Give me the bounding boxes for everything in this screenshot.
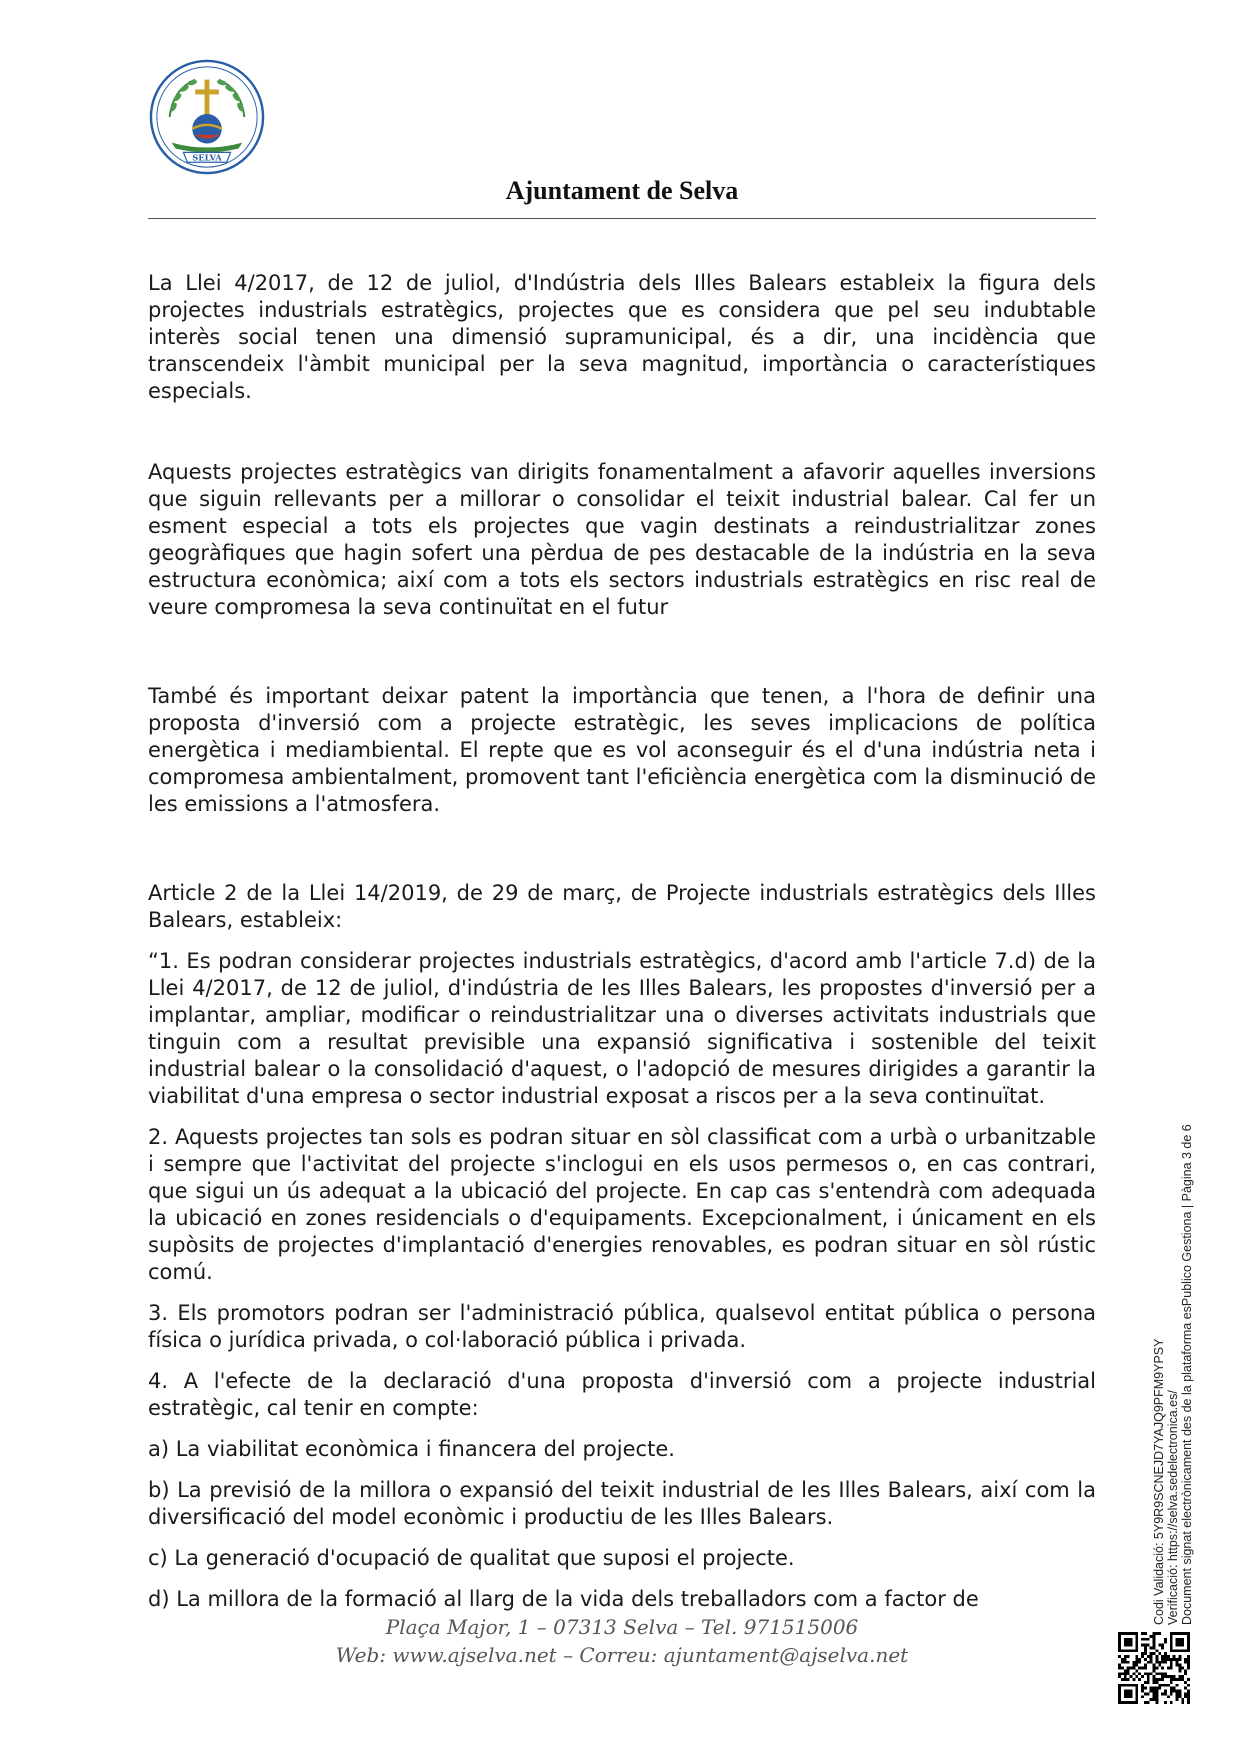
article-item-2: 2. Aquests projectes tan sols es podran situar en sòl classificat com a urbà o urbanitzable i sempre que l'activitat del projecte s'inclogui en els usos permesos o, en cas contrari, que sigui un ús adequat a la ubicació del projecte. En cap cas s'entendrà com adequada la ubicació en zones residencials o d'equipaments. Excepcionalment, i únicament en els supòsits de projectes d'implantació d'energies renovables, es podran situar en sòl rústic comú. — [148, 1125, 1096, 1284]
organization-title: Ajuntament de Selva — [505, 176, 739, 205]
municipal-seal-logo — [148, 58, 266, 176]
article-item-1: “1. Es podran considerar projectes industrials estratègics, d'acord amb l'article 7.d) de la Llei 4/2017, de 12 de juliol, d'indústria de les Illes Balears, les propostes d'inversió per a implantar, ampliar, modificar o reindustrialitzar una o diverses activitats industrials que tinguin com a resultat previsible una expansió significativa i sostenible del teixit industrial balear o la consolidació d'aquest, o l'adopció de mesures dirigides a garantir la viabilitat d'una empresa o sector industrial exposat a riscos per a la seva continuïtat. — [148, 949, 1096, 1108]
document-body — [148, 270, 1096, 1627]
article-item-3: 3. Els promotors podran ser l'administració pública, qualsevol entitat pública o persona física o jurídica privada, o col·laboració pública i privada. — [148, 1301, 1096, 1352]
article-item-a: a) La viabilitat econòmica i financera del projecte. — [148, 1437, 675, 1461]
article-item-d: d) La millora de la formació al llarg de la vida dels treballadors com a factor de — [148, 1587, 979, 1611]
validation-code: Codi Validació: 5Y9R9SCNEJD7YAJQ9PFM9YPSY — [1152, 1338, 1166, 1625]
footer-address: Plaça Major, 1 – 07313 Selva – Tel. 971515006 — [385, 1615, 859, 1639]
verification-url: Verificació: https://selva.sedelectronica.es/ — [1166, 1390, 1180, 1625]
logo-text: SELVA — [192, 152, 222, 163]
verification-stamp — [1152, 1125, 1222, 1625]
footer-contact: Web: www.ajselva.net – Correu: ajuntament@ajselva.net — [335, 1643, 909, 1667]
paragraph-2: Aquests projectes estratègics van dirigits fonamentalment a afavorir aquelles inversions que siguin rellevants per a millorar o consolidar el teixit industrial balear. Cal fer un esment especial a tots els projectes que vagin destinats a reindustrialitzar zones geogràfiques que hagin sofert una pèrdua de pes destacable de la indústria en la seva estructura econòmica; així com a tots els sectors industrials estratègics en risc real de veure compromesa la seva continuïtat en el futur — [148, 460, 1096, 619]
paragraph-3: També és important deixar patent la importància que tenen, a l'hora de definir una proposta d'inversió com a projecte estratègic, les seves implicacions de política energètica i mediambiental. El repte que es vol aconseguir és el d'una indústria neta i compromesa ambientalment, promovent tant l'eficiència energètica com la disminució de les emissions a l'atmosfera. — [148, 684, 1096, 816]
page-footer — [148, 1613, 1096, 1669]
article-item-b: b) La previsió de la millora o expansió del teixit industrial de les Illes Balears, així com la diversificació del model econòmic i productiu de les Illes Balears. — [148, 1478, 1096, 1529]
article-item-4: 4. A l'efecte de la declaració d'una proposta d'inversió com a projecte industrial estratègic, cal tenir en compte: — [148, 1369, 1096, 1420]
signature-note: Document signat electrònicament des de la plataforma esPublico Gestiona | Pàgina 3 de 6 — [1180, 1124, 1194, 1625]
article-item-c: c) La generació d'ocupació de qualitat que suposi el projecte. — [148, 1546, 795, 1570]
header-divider — [148, 218, 1096, 219]
paragraph-4: Article 2 de la Llei 14/2019, de 29 de març, de Projecte industrials estratègics dels Illes Balears, estableix: — [148, 881, 1096, 932]
verification-qr-code — [1118, 1632, 1190, 1704]
paragraph-1: La Llei 4/2017, de 12 de juliol, d'Indústria dels Illes Balears estableix la figura dels projectes industrials estratègics, projectes que es considera que pel seu indubtable interès social tenen una dimensió supramunicipal, és a dir, una incidència que transcendeix l'àmbit municipal per la seva magnitud, importància o característiques especials. — [148, 271, 1096, 403]
